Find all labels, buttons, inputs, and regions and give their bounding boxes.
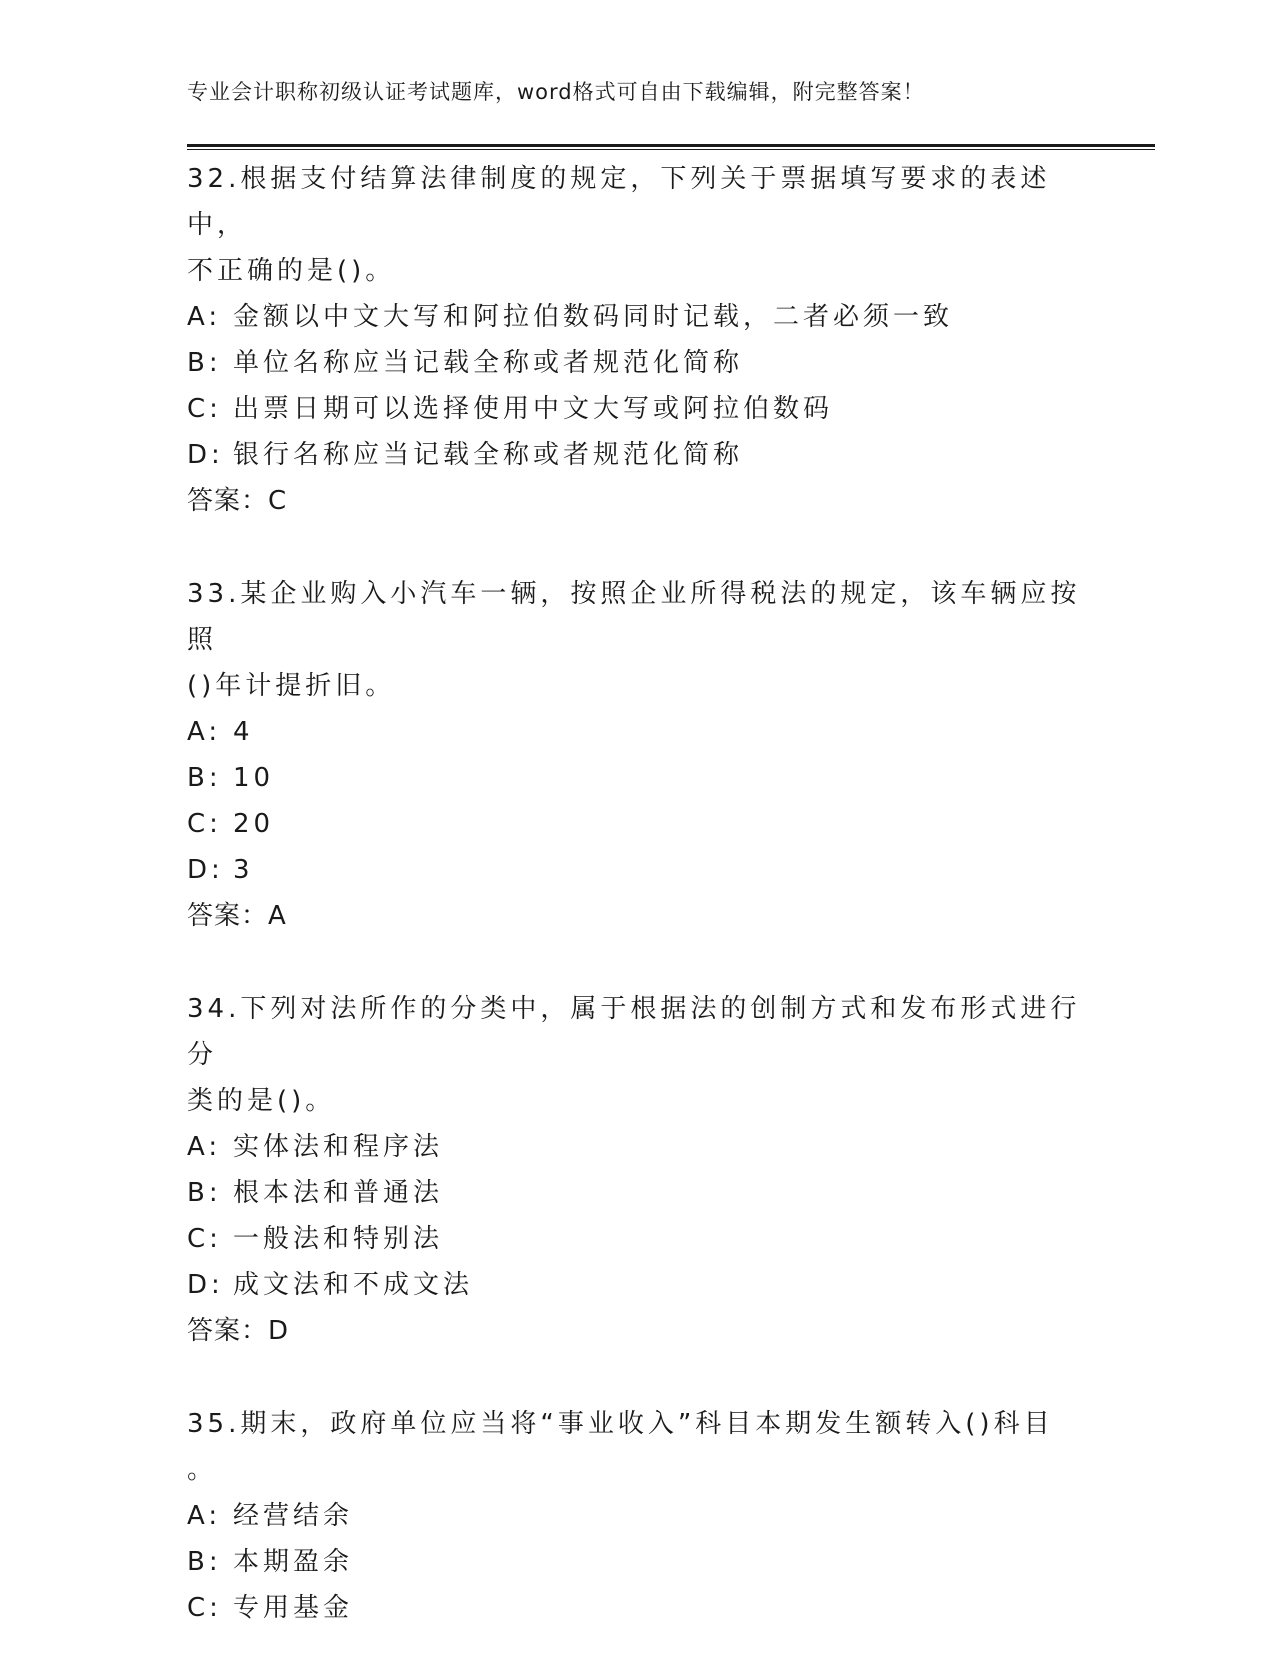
option-text: 单位名称应当记载全称或者规范化简称: [233, 348, 744, 378]
option-b: [187, 755, 1087, 801]
header-divider: [187, 144, 1155, 150]
option-text: 专用基金: [233, 1593, 354, 1623]
question-stem-continued: ()年计提折旧。: [187, 671, 396, 701]
question-stem: 32.根据支付结算法律制度的规定，下列关于票据填写要求的表述中，: [187, 164, 1051, 240]
option-text: 实体法和程序法: [233, 1132, 444, 1162]
option-text: 根本法和普通法: [233, 1178, 444, 1208]
option-a: [187, 709, 1087, 755]
option-letter: B:: [187, 1547, 222, 1577]
question-stem-continued: 。: [187, 1455, 218, 1485]
question-33: [187, 571, 1087, 939]
option-c: [187, 801, 1087, 847]
question-stem-continued: 类的是()。: [187, 1086, 336, 1116]
option-letter: B:: [187, 1178, 222, 1208]
option-letter: A:: [187, 1501, 222, 1531]
option-text: 出票日期可以选择使用中文大写或阿拉伯数码: [233, 394, 834, 424]
option-a: [187, 294, 1087, 340]
answer-line: 答案：A: [187, 901, 287, 931]
option-d: [187, 1262, 1087, 1308]
question-stem: 35.期末，政府单位应当将“事业收入”科目本期发生额转入()科目: [187, 1409, 1054, 1439]
option-text: 金额以中文大写和阿拉伯数码同时记载，二者必须一致: [233, 302, 954, 332]
option-letter: B:: [187, 763, 222, 793]
question-35: [187, 1401, 1087, 1631]
option-letter: C:: [187, 1224, 222, 1254]
question-list: [187, 156, 1087, 1678]
answer-line: 答案：C: [187, 486, 288, 516]
option-c: [187, 1216, 1087, 1262]
question-stem: 33.某企业购入小汽车一辆，按照企业所得税法的规定，该车辆应按照: [187, 579, 1081, 655]
question-stem-continued: 不正确的是()。: [187, 256, 396, 286]
question-34: [187, 986, 1087, 1354]
question-stem: 34.下列对法所作的分类中，属于根据法的创制方式和发布形式进行分: [187, 994, 1081, 1070]
option-letter: D:: [187, 855, 224, 885]
option-letter: B:: [187, 348, 222, 378]
page-header: 专业会计职称初级认证考试题库，word格式可自由下载编辑，附完整答案！: [187, 80, 925, 104]
option-d: [187, 432, 1087, 478]
answer-line: 答案：D: [187, 1316, 290, 1346]
option-b: [187, 1539, 1087, 1585]
option-text: 经营结余: [233, 1501, 354, 1531]
option-letter: A:: [187, 717, 222, 747]
option-letter: D:: [187, 1270, 224, 1300]
option-c: [187, 1585, 1087, 1631]
option-b: [187, 1170, 1087, 1216]
option-text: 成文法和不成文法: [233, 1270, 474, 1300]
option-letter: C:: [187, 394, 222, 424]
option-text: 本期盈余: [233, 1547, 354, 1577]
option-text: 3: [233, 855, 254, 885]
option-text: 一般法和特别法: [233, 1224, 444, 1254]
option-c: [187, 386, 1087, 432]
option-a: [187, 1124, 1087, 1170]
option-text: 10: [233, 763, 275, 793]
option-text: 20: [233, 809, 275, 839]
option-letter: A:: [187, 302, 222, 332]
option-a: [187, 1493, 1087, 1539]
option-letter: C:: [187, 1593, 222, 1623]
option-text: 银行名称应当记载全称或者规范化简称: [233, 440, 744, 470]
option-letter: D:: [187, 440, 224, 470]
option-d: [187, 847, 1087, 893]
option-letter: A:: [187, 1132, 222, 1162]
question-32: [187, 156, 1087, 524]
option-b: [187, 340, 1087, 386]
option-text: 4: [233, 717, 254, 747]
option-letter: C:: [187, 809, 222, 839]
